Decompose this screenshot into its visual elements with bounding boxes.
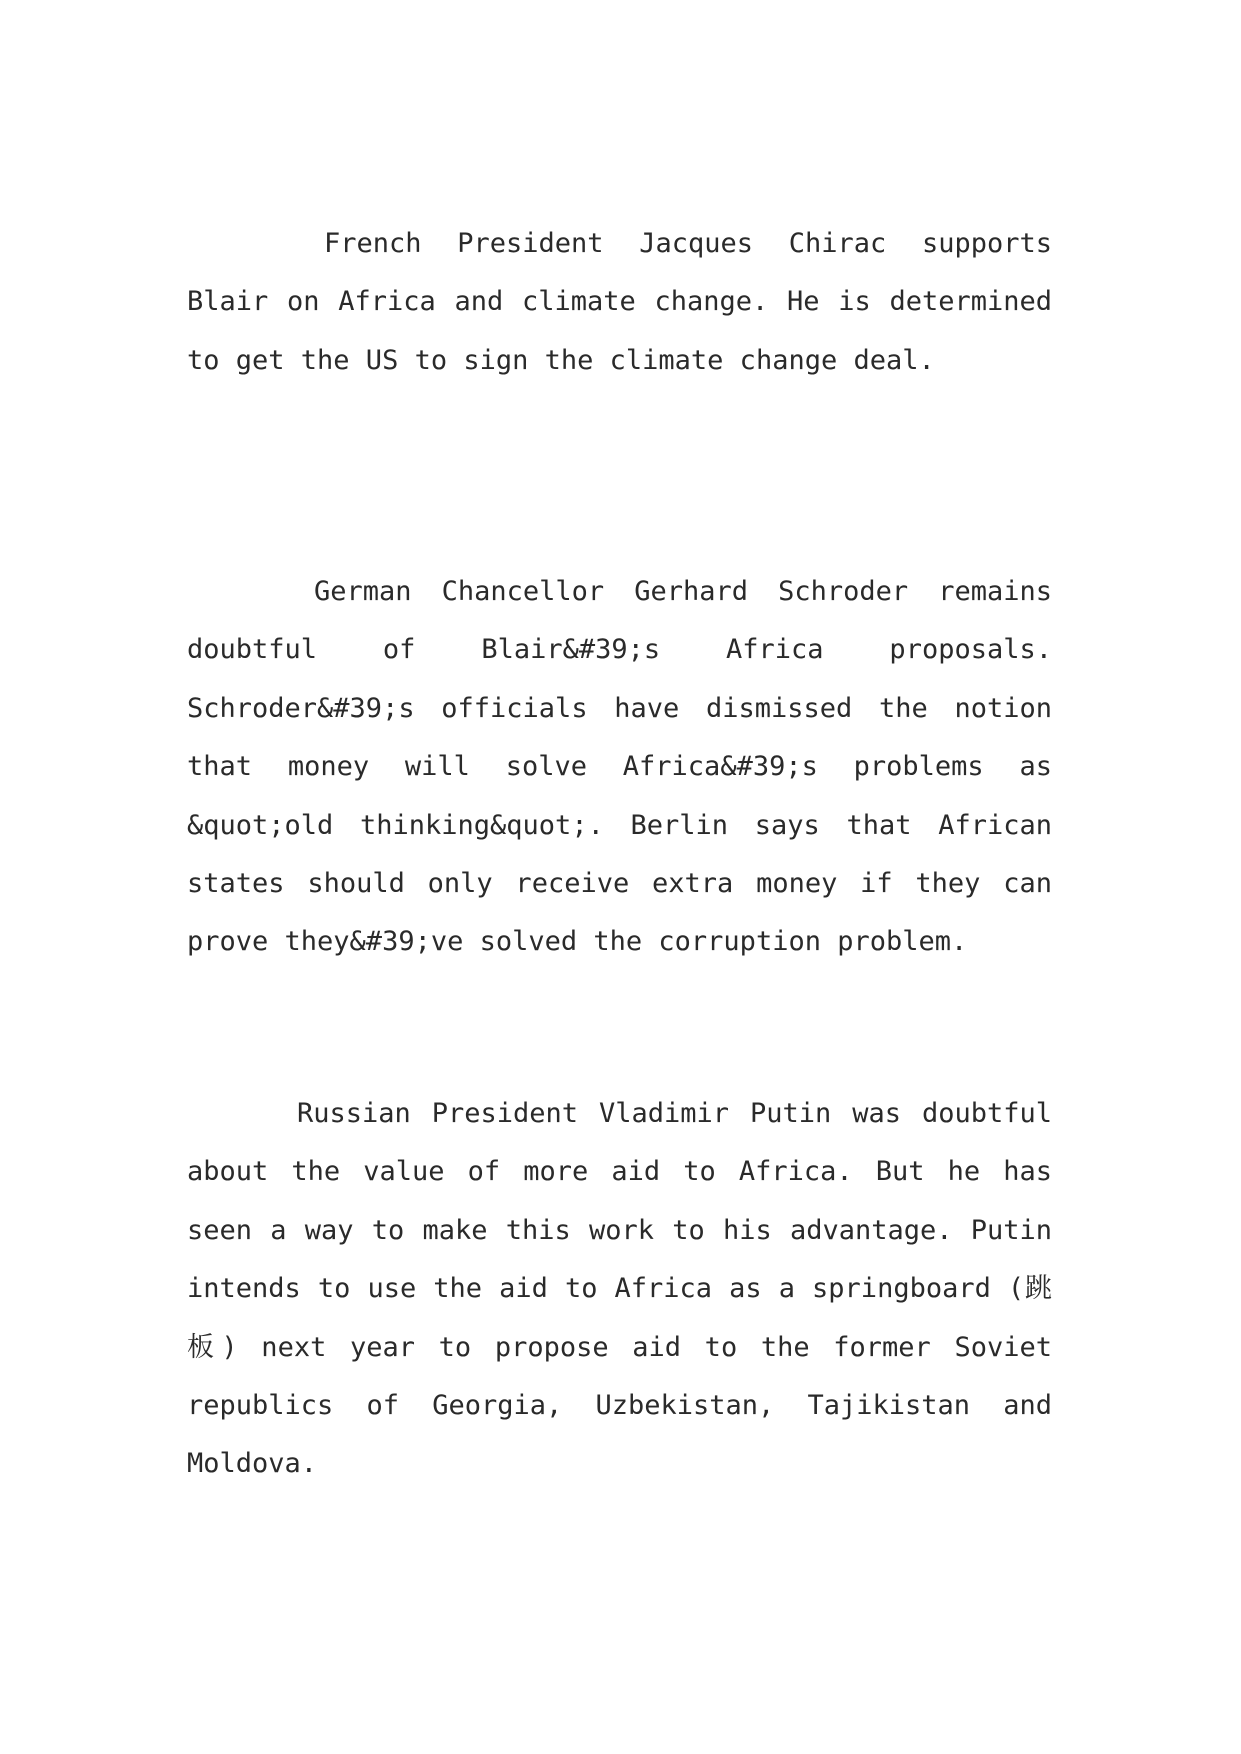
paragraph-schroder: German Chancellor Gerhard Schroder remains doubtful of Blair&#39;s Africa proposals. Schroder&#39;s officials have dismissed the notion that money will solve Africa&#39;s problems as &quot;old thinking&quot;. Berlin says that African states should only receive extra money if they can prove they&#39;ve solved the corruption problem. [187,576,1052,958]
paragraph-putin: Russian President Vladimir Putin was doubtful about the value of more aid to Africa. But he has seen a way to make this work to his advantage. Putin intends to use the aid to Africa as a springboard (跳板) next year to propose aid to the former Soviet republics of Georgia, Uzbekistan, Tajikistan and Moldova. [187,1098,1052,1480]
paragraph-chirac: French President Jacques Chirac supports Blair on Africa and climate change. He is determined to get the US to sign the climate change deal. [187,228,1052,376]
